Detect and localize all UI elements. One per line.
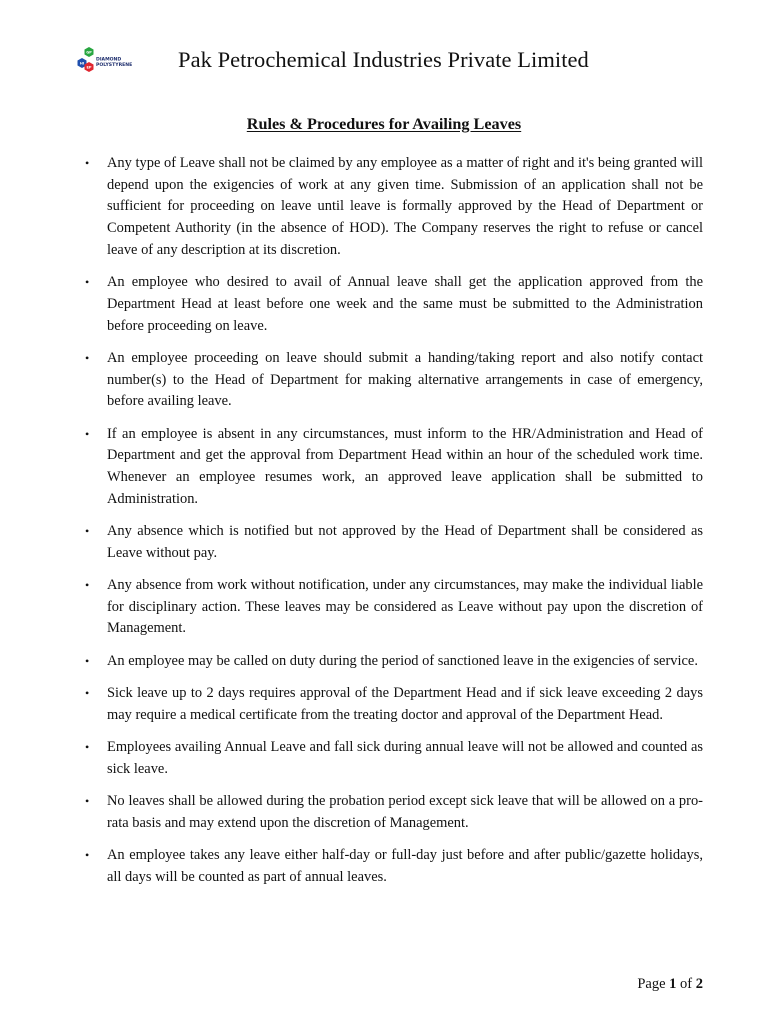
page-header (74, 44, 694, 80)
bullet-icon: • (85, 426, 90, 441)
list-item (82, 651, 703, 673)
rule-text: No leaves shall be allowed during the probation period except sick leave that will be allowed on a pro-rata basis and may extend upon the discretion of Management. (107, 792, 703, 831)
bullet-icon: • (85, 350, 90, 365)
page-label: Page (637, 976, 666, 992)
bullet-icon: • (85, 275, 90, 290)
total-pages-number: 2 (695, 976, 703, 992)
svg-text:POLYSTYRENE: POLYSTYRENE (96, 63, 133, 68)
list-item (82, 348, 703, 413)
list-item (82, 424, 703, 511)
rule-text: Any absence which is notified but not approved by the Head of Department shall be considered as Leave without pay. (107, 522, 703, 561)
rule-text: If an employee is absent in any circumstances, must inform to the HR/Administration and Head of Department and get the approval from Department Head within an hour of the scheduled work time. Whenever an employee resumes work, an approved leave application shall be submitted to Administration. (107, 425, 703, 507)
rule-text: Sick leave up to 2 days requires approval of the Department Head and if sick leave exceeding 2 days may require a medical certificate from the treating doctor and approval of the Department Head. (107, 684, 703, 723)
rule-text: An employee may be called on duty during the period of sanctioned leave in the exigencies of service. (107, 652, 698, 669)
of-label: of (680, 976, 693, 992)
company-name: Pak Petrochemical Industries Private Limited (178, 47, 589, 72)
bullet-icon: • (85, 793, 90, 808)
bullet-icon: • (85, 156, 90, 170)
bullet-icon: • (85, 577, 90, 592)
bullet-icon: • (85, 685, 90, 700)
bullet-icon: • (85, 739, 90, 754)
rules-list (82, 153, 703, 899)
svg-text:DIAMOND: DIAMOND (96, 57, 122, 63)
bullet-icon: • (85, 847, 90, 862)
rule-text: An employee proceeding on leave should submit a handing/taking report and also notify contact number(s) to the Head of Department for making alternative arrangements in case of emergency, before availing leave. (107, 349, 703, 410)
svg-text:HI: HI (79, 61, 85, 66)
list-item (82, 683, 703, 726)
rule-text: An employee takes any leave either half-day or full-day just before and after public/gazette holidays, all days will be counted as part of annual leaves. (107, 846, 703, 885)
bullet-icon: • (85, 653, 90, 668)
document-title: Rules & Procedures for Availing Leaves (246, 115, 522, 133)
list-item (82, 272, 703, 337)
current-page-number: 1 (669, 976, 677, 992)
rule-text: Any absence from work without notification, under any circumstances, may make the individual liable for disciplinary action. These leaves may be considered as Leave without pay upon the discretion of Management. (107, 576, 703, 637)
rule-text: Employees availing Annual Leave and fall sick during annual leave will not be allowed and counted as sick leave. (107, 738, 703, 777)
svg-text:EP: EP (86, 65, 92, 70)
svg-text:GP: GP (86, 50, 92, 55)
list-item (82, 153, 703, 262)
list-item (82, 845, 703, 888)
company-logo-icon (74, 46, 140, 76)
list-item (82, 791, 703, 834)
list-item (82, 737, 703, 780)
page-number-footer (637, 976, 703, 993)
rule-text: Any type of Leave shall not be claimed by any employee as a matter of right and it's being granted will depend upon the exigencies of work at any given time. Submission of an application shall not be sufficient for proceeding on leave until leave is formally approved by the Head of Department or Competent Authority (in the absence of HOD). The Company reserves the right to refuse or cancel leave of any description at its discretion. (107, 155, 703, 258)
list-item (82, 575, 703, 640)
rule-text: An employee who desired to avail of Annual leave shall get the application approved from the Department Head at least before one week and the same must be submitted to the Administration before proceeding on leave. (107, 274, 703, 334)
bullet-icon: • (85, 523, 90, 538)
list-item (82, 521, 703, 564)
